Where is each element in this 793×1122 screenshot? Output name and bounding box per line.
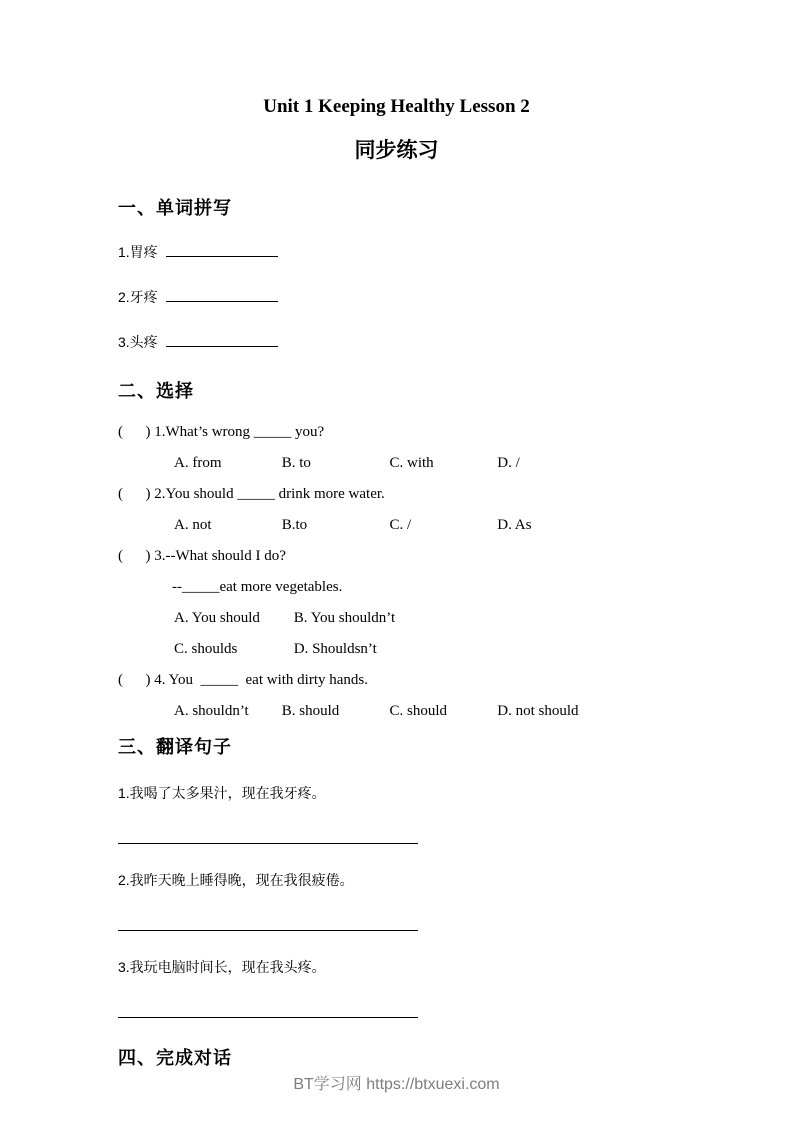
option-row xyxy=(118,640,675,658)
answer-line xyxy=(118,890,418,931)
answer-blank xyxy=(166,288,278,302)
question-stem: ( ) 3.--What should I do? xyxy=(118,548,286,564)
option-item: B. to xyxy=(281,455,311,471)
translation-item xyxy=(118,957,675,1018)
spelling-item-label: 1.胃疼 xyxy=(118,244,158,260)
answer-blank xyxy=(166,333,278,347)
option-row xyxy=(118,454,675,472)
question-stem: ( ) 1.What’s wrong _____ you? xyxy=(118,424,325,440)
section-word-spelling xyxy=(118,194,675,352)
choice-question xyxy=(118,671,675,720)
footer-text: BT学习网 https://btxuexi.com xyxy=(293,1076,500,1093)
option-item: C. shoulds xyxy=(174,641,238,657)
option-item: A. shouldn’t xyxy=(174,703,249,719)
section-spelling-heading: 一、单词拼写 xyxy=(118,198,232,218)
question-stem-continuation: --_____eat more vegetables. xyxy=(172,579,343,595)
option-item: A. not xyxy=(174,517,212,533)
spelling-item-label: 2.牙疼 xyxy=(118,289,158,305)
translation-item xyxy=(118,783,675,844)
footer xyxy=(0,1071,793,1094)
translation-sentence: 2.我昨天晚上睡得晚，现在我很疲倦。 xyxy=(118,872,354,888)
option-row xyxy=(118,609,675,627)
option-item: D. not should xyxy=(497,703,579,719)
section-choice-heading: 二、选择 xyxy=(118,381,194,401)
option-item: C. should xyxy=(389,703,448,719)
section-translation xyxy=(118,733,675,1018)
choice-question xyxy=(118,547,675,658)
option-item: B. You shouldn’t xyxy=(293,610,396,626)
page-title: Unit 1 Keeping Healthy Lesson 2 xyxy=(263,96,530,117)
translation-sentence: 1.我喝了太多果汁，现在我牙疼。 xyxy=(118,785,326,801)
answer-line xyxy=(118,977,418,1018)
translation-item xyxy=(118,870,675,931)
option-row xyxy=(118,702,675,720)
spelling-item xyxy=(118,332,675,352)
option-item: B. should xyxy=(281,703,340,719)
option-item: A. You should xyxy=(174,610,260,626)
option-item: B.to xyxy=(281,517,308,533)
spelling-item xyxy=(118,242,675,262)
section-translation-heading: 三、翻译句子 xyxy=(118,737,232,757)
option-item: C. with xyxy=(389,455,434,471)
option-item: D. Shouldsn’t xyxy=(293,641,377,657)
choice-question xyxy=(118,485,675,534)
option-item: D. As xyxy=(497,517,532,533)
spelling-item-label: 3.头疼 xyxy=(118,334,158,350)
option-row xyxy=(118,516,675,534)
question-stem: ( ) 2.You should _____ drink more water. xyxy=(118,486,385,502)
option-item: D. / xyxy=(497,455,520,471)
section-dialogue xyxy=(118,1044,675,1070)
spelling-item xyxy=(118,287,675,307)
question-stem: ( ) 4. You _____ eat with dirty hands. xyxy=(118,672,368,688)
section-dialogue-heading: 四、完成对话 xyxy=(118,1048,232,1068)
translation-sentence: 3.我玩电脑时间长，现在我头疼。 xyxy=(118,959,326,975)
answer-blank xyxy=(166,243,278,257)
option-item: A. from xyxy=(174,455,222,471)
choice-question xyxy=(118,423,675,472)
option-item: C. / xyxy=(389,517,412,533)
page-subtitle: 同步练习 xyxy=(354,139,439,162)
section-multiple-choice xyxy=(118,377,675,720)
answer-line xyxy=(118,803,418,844)
